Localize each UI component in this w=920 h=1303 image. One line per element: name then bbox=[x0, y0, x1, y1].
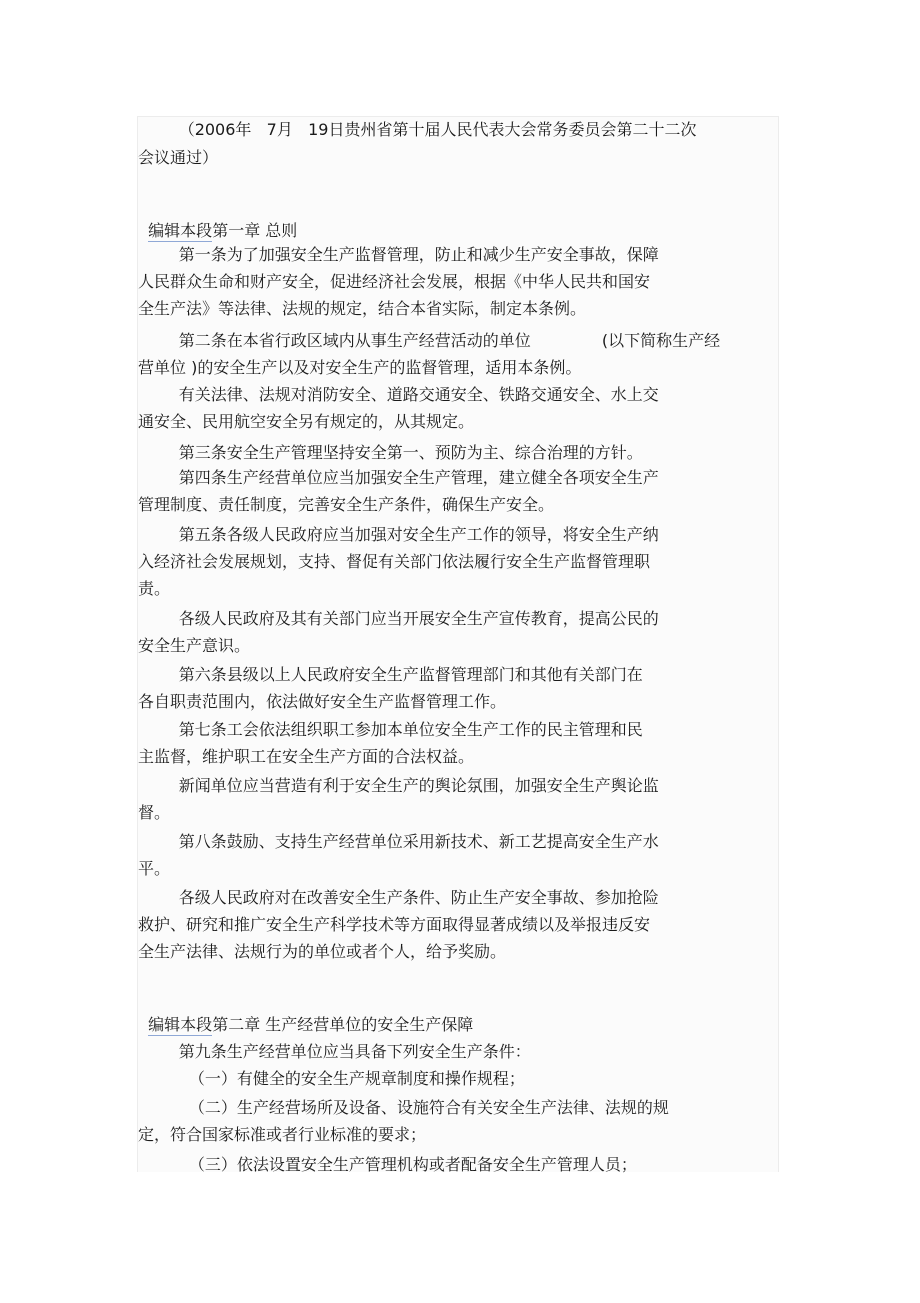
article-5-line-2: 入经济社会发展规划，支持、督促有关部门依法履行安全生产监督管理职 bbox=[138, 552, 651, 571]
edit-section-link[interactable]: 编辑本段 bbox=[148, 221, 213, 240]
article-5-line-1: 第五条各级人民政府应当加强对安全生产工作的领导，将安全生产纳 bbox=[138, 525, 659, 544]
article-8-para-2-line-1: 各级人民政府对在改善安全生产条件、防止生产安全事故、参加抢险 bbox=[138, 888, 659, 907]
article-1-line-1: 第一条为了加强安全生产监督管理，防止和减少生产安全事故，保障 bbox=[138, 245, 659, 264]
article-2-line-2: 营单位 )的安全生产以及对安全生产的监督管理，适用本条例。 bbox=[138, 358, 582, 377]
article-5-line-3: 责。 bbox=[138, 579, 171, 598]
article-4-line-1: 第四条生产经营单位应当加强安全生产管理，建立健全各项安全生产 bbox=[138, 468, 659, 487]
article-5-para-2-line-2: 安全生产意识。 bbox=[138, 636, 251, 655]
adoption-note-line-1: （2006年 7月 19日贵州省第十届人民代表大会常务委员会第二十二次 bbox=[138, 120, 697, 139]
article-7-para-2-line-1: 新闻单位应当营造有利于安全生产的舆论氛围，加强安全生产舆论监 bbox=[138, 776, 659, 795]
article-8-line-1: 第八条鼓励、支持生产经营单位采用新技术、新工艺提高安全生产水 bbox=[138, 832, 659, 851]
article-1-line-3: 全生产法》等法律、法规的规定，结合本省实际，制定本条例。 bbox=[138, 299, 587, 318]
article-9-item-2-line-2: 定，符合国家标准或者行业标准的要求； bbox=[138, 1125, 427, 1144]
chapter-1-title: 第一章 总则 bbox=[212, 221, 298, 240]
article-9-line-1: 第九条生产经营单位应当具备下列安全生产条件： bbox=[138, 1042, 531, 1061]
article-6-line-1: 第六条县级以上人民政府安全生产监督管理部门和其他有关部门在 bbox=[138, 665, 643, 684]
article-9-item-2-line-1: （二）生产经营场所及设备、设施符合有关安全生产法律、法规的规 bbox=[138, 1098, 669, 1117]
article-2-para-2-line-1: 有关法律、法规对消防安全、道路交通安全、铁路交通安全、水上交 bbox=[138, 385, 659, 404]
article-7-line-2: 主监督，维护职工在安全生产方面的合法权益。 bbox=[138, 747, 475, 766]
chapter-1-heading bbox=[138, 195, 297, 243]
article-9-item-3: （三）依法设置安全生产管理机构或者配备安全生产管理人员； bbox=[138, 1155, 637, 1174]
article-7-para-2-line-2: 督。 bbox=[138, 803, 171, 822]
article-7-line-1: 第七条工会依法组织职工参加本单位安全生产工作的民主管理和民 bbox=[138, 720, 643, 739]
article-1-line-2: 人民群众生命和财产安全，促进经济社会发展，根据《中华人民共和国安 bbox=[138, 272, 651, 291]
article-2-para-2-line-2: 通安全、民用航空安全另有规定的，从其规定。 bbox=[138, 412, 475, 431]
chapter-2-heading bbox=[138, 989, 473, 1037]
adoption-note-line-2: 会议通过） bbox=[138, 148, 219, 167]
chapter-2-title: 第二章 生产经营单位的安全生产保障 bbox=[212, 1015, 474, 1034]
edit-section-link[interactable]: 编辑本段 bbox=[148, 1015, 213, 1034]
article-8-para-2-line-3: 全生产法律、法规行为的单位或者个人，给予奖励。 bbox=[138, 942, 507, 961]
article-5-para-2-line-1: 各级人民政府及其有关部门应当开展安全生产宣传教育，提高公民的 bbox=[138, 609, 659, 628]
article-6-line-2: 各自职责范围内，依法做好安全生产监督管理工作。 bbox=[138, 692, 507, 711]
article-9-item-1: （一）有健全的安全生产规章制度和操作规程； bbox=[138, 1069, 525, 1088]
article-8-line-2: 平。 bbox=[138, 859, 171, 878]
article-3-line-1: 第三条安全生产管理坚持安全第一、预防为主、综合治理的方针。 bbox=[138, 443, 643, 462]
article-4-line-2: 管理制度、责任制度，完善安全生产条件，确保生产安全。 bbox=[138, 495, 555, 514]
article-2-line-1: 第二条在本省行政区域内从事生产经营活动的单位 (以下简称生产经 bbox=[138, 331, 721, 350]
article-8-para-2-line-2: 救护、研究和推广安全生产科学技术等方面取得显著成绩以及举报违反安 bbox=[138, 915, 651, 934]
